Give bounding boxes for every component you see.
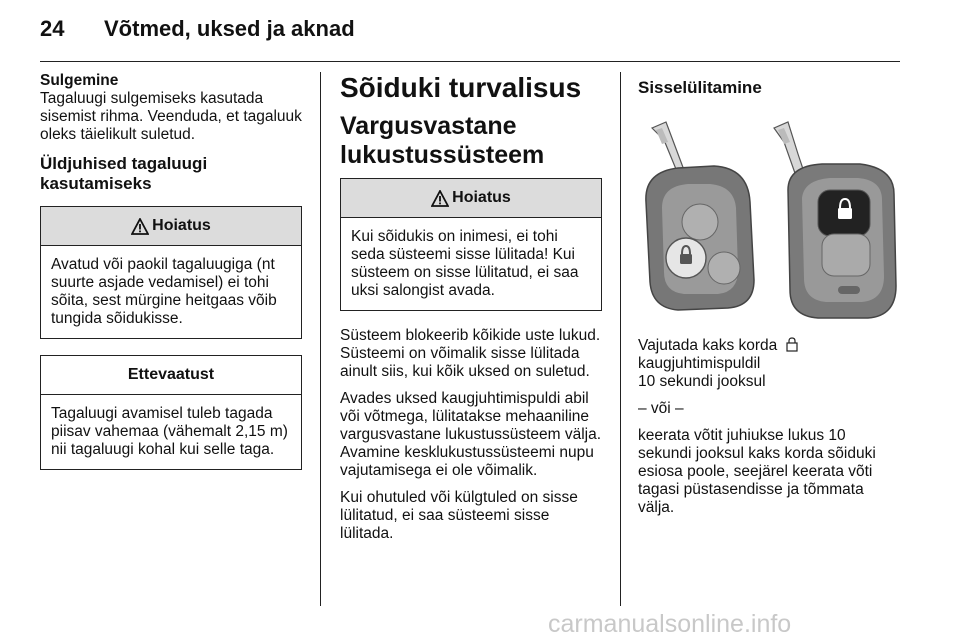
paragraph: Avades uksed kaugjuhtimispuldi abil või võtmega, lülitatakse mehaaniline vargusvastane lukustussüsteem välja. Avamine kesklukustussüsteemi nupu vajutamisega ei ole võimalik. — [340, 390, 602, 479]
page-number: 24 — [40, 16, 65, 41]
activation-heading: Sisselülitamine — [638, 78, 762, 97]
warning-triangle-icon — [131, 218, 149, 235]
warning-box-middle — [340, 178, 602, 311]
warning-box-text: Kui sõidukis on inimesi, ei tohi seda süsteemi sisse lülitada! Kui süsteem on sisse lülitatud, ei saa uksi salongist avada. — [351, 228, 579, 299]
key-fob-illustration — [638, 110, 900, 325]
instruction-text-line3: 10 sekundi jooksul — [638, 373, 766, 390]
subsection-title: Vargusvastane lukustussüsteem — [340, 112, 545, 169]
lock-icon — [786, 337, 798, 352]
paragraph: Süsteem blokeerib kõikide uste lukud. Süsteemi on võimalik sisse lülitada ainult siis, kui kõik uksed on suletud. — [340, 327, 601, 380]
paragraph: Kui ohutuled või külgtuled on sisse lülitatud, ei saa süsteemi sisse lülitada. — [340, 489, 578, 542]
watermark: carmanualsonline.info — [548, 610, 792, 638]
warning-box-title: Hoiatus — [452, 189, 511, 206]
caution-box-text: Tagaluugi avamisel tuleb tagada piisav vahemaa (vähemalt 2,15 m) nii tagaluugi kohal kui selle taga. — [51, 405, 288, 458]
or-separator: – või – — [638, 400, 684, 417]
warning-box-left — [40, 206, 302, 339]
header-rule — [40, 61, 900, 62]
instruction-text: Vajutada kaks korda — [638, 337, 778, 354]
warning-box-title: Hoiatus — [152, 217, 211, 234]
column-divider-left — [320, 72, 321, 606]
warning-triangle-icon — [431, 190, 449, 207]
caution-box-header — [41, 356, 301, 395]
warning-box-header — [41, 207, 301, 246]
alternative-text: keerata võtit juhiukse lukus 10 sekundi jooksul kaks korda sõiduki esiosa poole, seejärel keerata võti tagasi püstasendisse ja tõmmata välja. — [638, 427, 876, 516]
caution-box — [40, 355, 302, 470]
warning-box-text: Avatud või paokil tagaluugiga (nt suurte asjade vedamisel) ei tohi sõita, sest mürgine heitgaas võib tungida sõidukisse. — [51, 256, 277, 327]
column-divider-right — [620, 72, 621, 606]
closing-text: Tagaluugi sulgemiseks kasutada sisemist rihma. Veenduda, et tagaluuk oleks täielikult suletud. — [40, 90, 302, 143]
general-heading: Üldjuhised tagaluugi kasutamiseks — [40, 154, 208, 193]
warning-box-header — [341, 179, 601, 218]
section-title: Sõiduki turvalisus — [340, 72, 582, 103]
middle-column — [340, 72, 602, 552]
caution-box-title: Ettevaatust — [127, 366, 215, 383]
right-column — [638, 78, 900, 517]
closing-heading: Sulgemine — [40, 72, 119, 89]
instruction-text-line2: kaugjuhtimispuldil — [638, 355, 761, 372]
left-column — [40, 72, 302, 486]
page-title: Võtmed, uksed ja aknad — [104, 16, 355, 41]
